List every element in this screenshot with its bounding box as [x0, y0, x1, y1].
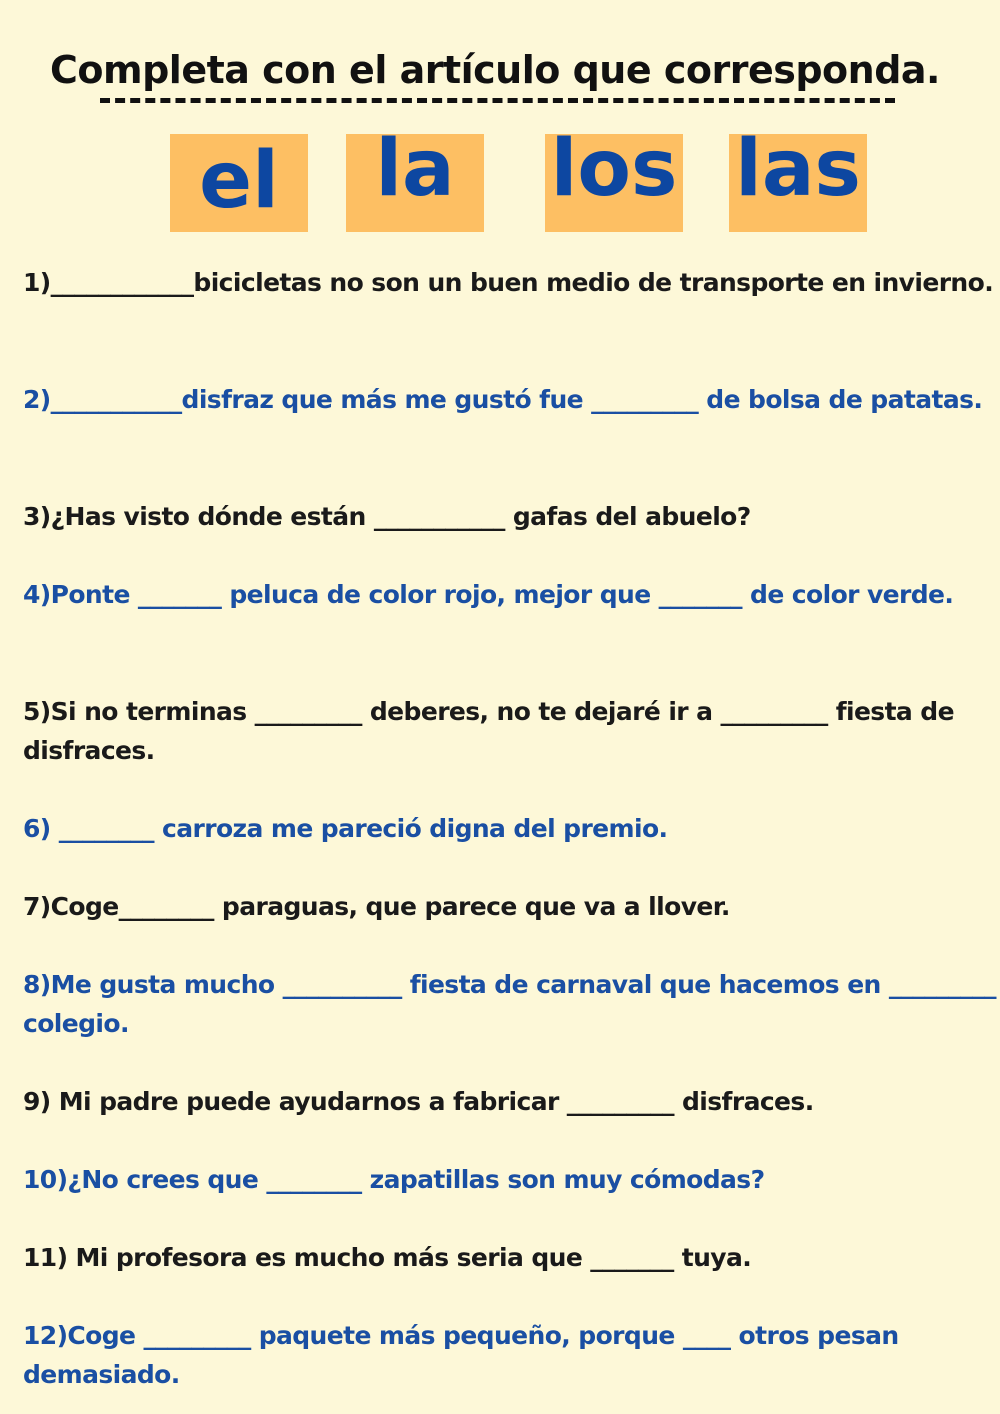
question-12: 12)Coge _________ paquete más pequeño, porque ____ otros pesan demasiado.	[23, 1321, 899, 1389]
article-las: las	[735, 124, 861, 214]
question-10: 10)¿No crees que ________ zapatillas son muy cómodas?	[23, 1165, 765, 1194]
title-dashed-underline	[100, 98, 895, 103]
question-3: 3)¿Has visto dónde están ___________ gafas del abuelo?	[23, 502, 751, 531]
question-9: 9) Mi padre puede ayudarnos a fabricar _________ disfraces.	[23, 1087, 814, 1116]
article-el: el	[199, 136, 279, 226]
question-1: 1)____________bicicletas no son un buen medio de transporte en invierno.	[23, 268, 994, 297]
question-5: 5)Si no terminas _________ deberes, no te dejaré ir a _________ fiesta de disfraces.	[23, 697, 954, 765]
page-title: Completa con el artículo que corresponda.	[50, 48, 940, 92]
question-8: 8)Me gusta mucho __________ fiesta de carnaval que hacemos en _________ colegio.	[23, 970, 996, 1038]
article-box-la	[346, 124, 484, 232]
question-2: 2)___________disfraz que más me gustó fue _________ de bolsa de patatas.	[23, 385, 983, 414]
article-box-las	[729, 124, 867, 232]
article-box-el	[170, 134, 308, 232]
question-7: 7)Coge________ paraguas, que parece que va a llover.	[23, 892, 730, 921]
article-los: los	[550, 124, 678, 214]
article-box-los	[545, 124, 683, 232]
article-la: la	[375, 124, 455, 214]
question-4: 4)Ponte _______ peluca de color rojo, mejor que _______ de color verde.	[23, 580, 954, 609]
question-6: 6) ________ carroza me pareció digna del premio.	[23, 814, 668, 843]
question-11: 11) Mi profesora es mucho más seria que _______ tuya.	[23, 1243, 752, 1272]
